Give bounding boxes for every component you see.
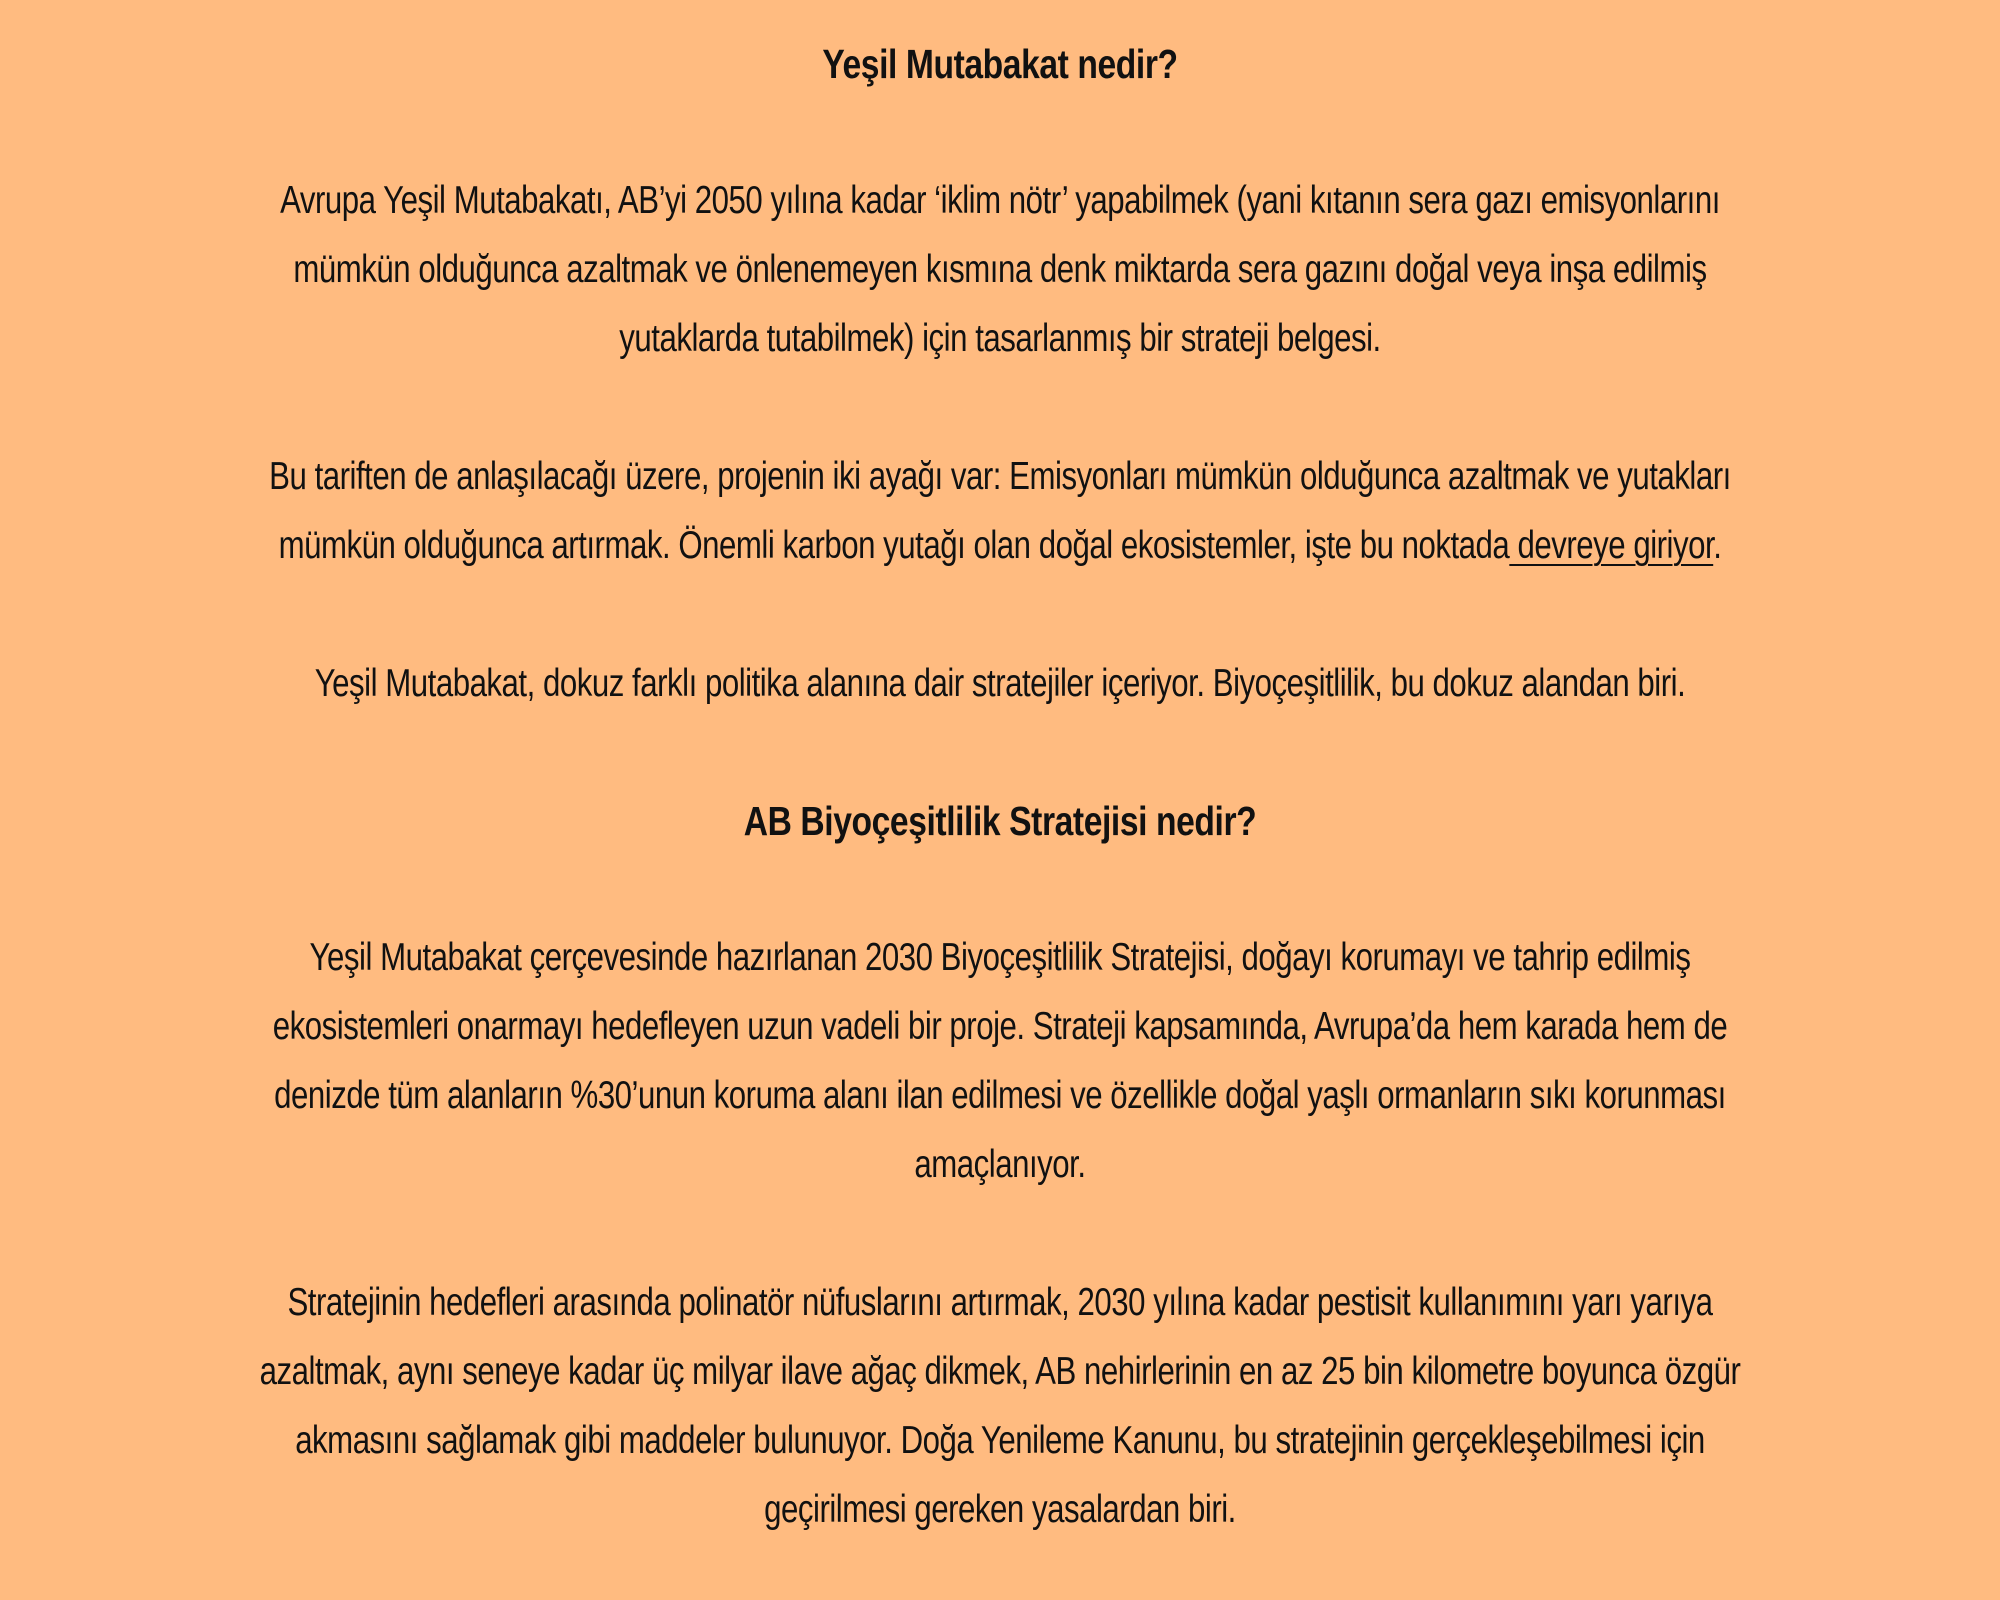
text-line: geçirilmesi gereken yasalardan biri. xyxy=(764,1488,1236,1531)
text-line: yutaklarda tutabilmek) için tasarlanmış bir strateji belgesi. xyxy=(619,317,1381,360)
text-line: denizde tüm alanların %30’unun koruma alanı ilan edilmesi ve özellikle doğal yaşlı ormanların sıkı korunması xyxy=(274,1074,1726,1117)
spacer xyxy=(70,1199,1930,1268)
text-segment: . xyxy=(1713,524,1722,567)
heading-biodiversity-strategy: AB Biyoçeşitlilik Stratejisi nedir? xyxy=(743,798,1257,844)
text-line: Stratejinin hedefleri arasında polinatör nüfuslarını artırmak, 2030 yılına kadar pestisit kullanımını yarı yarıya xyxy=(287,1281,1713,1324)
paragraph-biodiversity-strategy-definition xyxy=(256,923,1744,1199)
paragraph-two-pillars xyxy=(256,442,1744,580)
text-line: Yeşil Mutabakat, dokuz farklı politika alanına dair stratejiler içeriyor. Biyoçeşitlilik, bu dokuz alandan biri. xyxy=(314,662,1686,705)
link-devreye-giriyor[interactable]: devreye giriyor xyxy=(1509,524,1714,567)
spacer xyxy=(70,855,1930,923)
text-segment: mümkün olduğunca artırmak. Önemli karbon yutağı olan doğal ekosistemler, işte bu noktada xyxy=(278,524,1510,567)
text-line-with-link xyxy=(256,511,1744,580)
paragraph-nine-policy-areas xyxy=(256,649,1744,718)
paragraph-green-deal-definition xyxy=(256,166,1744,373)
text-line: akmasını sağlamak gibi maddeler bulunuyor. Doğa Yenileme Kanunu, bu stratejinin gerçekleşebilmesi için xyxy=(295,1419,1705,1462)
text-line: mümkün olduğunca azaltmak ve önlenemeyen kısmına denk miktarda sera gazını doğal veya inşa edilmiş xyxy=(293,248,1707,291)
spacer xyxy=(70,718,1930,787)
spacer xyxy=(70,98,1930,166)
text-line: amaçlanıyor. xyxy=(914,1143,1086,1186)
text-line: azaltmak, aynı seneye kadar üç milyar ilave ağaç dikmek, AB nehirlerinin en az 25 bin kilometre boyunca özgür xyxy=(259,1350,1741,1393)
text-line: Bu tariften de anlaşılacağı üzere, projenin iki ayağı var: Emisyonları mümkün olduğunca azaltmak ve yutakları xyxy=(269,455,1731,498)
text-line: Avrupa Yeşil Mutabakatı, AB’yi 2050 yılına kadar ‘iklim nötr’ yapabilmek (yani kıtanın sera gazı emisyonlarını xyxy=(280,179,1720,222)
spacer xyxy=(70,580,1930,649)
text-line: Yeşil Mutabakat çerçevesinde hazırlanan 2030 Biyoçeşitlilik Stratejisi, doğayı korumayı ve tahrip edilmiş xyxy=(309,936,1691,979)
text-line: ekosistemleri onarmayı hedefleyen uzun vadeli bir proje. Strateji kapsamında, Avrupa’da hem karada hem de xyxy=(272,1005,1728,1048)
spacer xyxy=(70,373,1930,442)
paragraph-strategy-targets xyxy=(256,1268,1744,1544)
heading-green-deal: Yeşil Mutabakat nedir? xyxy=(822,41,1178,87)
